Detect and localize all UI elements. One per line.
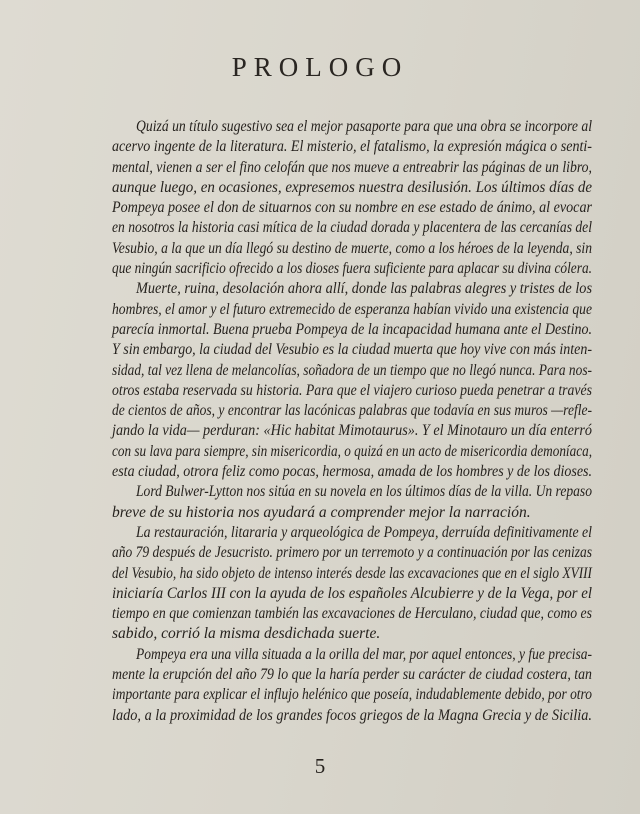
paragraph [112,482,592,523]
text-line: jando la vida— perduran: «Hic habitat Mimotaurus». Y el Minotauro un día enterró [112,422,592,440]
text-line: Quizá un título sugestivo sea el mejor pasaporte para que una obra se incorpore al [136,118,592,135]
text-line: Pompeya posee el don de situarnos con su nombre en ese estado de ánimo, al evocar [112,199,592,217]
chapter-title: PROLOGO [231,52,409,82]
text-line: otros estaba reservada su historia. Para que el viajero curioso pueda penetrar a través [112,381,592,399]
text-line: importante para explicar el influjo helénico que poseía, indudablemente debido, por otro [112,686,592,704]
text-line: Pompeya era una villa situada a la orilla del mar, por aquel entonces, y fue precisa- [136,645,592,663]
text-line: parecía inmortal. Buena prueba Pompeya de la incapacidad humana ante el Destino. [112,320,592,338]
text-line: sabido, corrió la misma desdichada suerte. [112,625,381,643]
text-line: del Vesubio, ha sido objeto de intenso interés desde las excavaciones que en el siglo XVIII [112,564,592,582]
text-line: sidad, tal vez llena de melancolías, soñadora de un tiempo que no llegó nunca. Para nos- [112,361,592,379]
text-line: en nosotros la historia casi mítica de la ciudad dorada y placentera de las cercanías del [112,219,592,237]
text-line: Y sin embargo, la ciudad del Vesubio es la ciudad muerta que hoy vive con más inten- [112,341,592,359]
page-number: 5 [314,754,326,778]
text-line: Muerte, ruina, desolación ahora allí, donde las palabras alegres y tristes de los [136,280,592,298]
text-line: hombres, el amor y el futuro extremecido de esperanza habían vivido una existencia que [112,300,592,318]
text-line: año 79 después de Jesucristo. primero por un terremoto y a continuación por las cenizas [112,544,592,562]
text-line: breve de su historia nos ayudará a comprender mejor la narración. [112,503,531,521]
text-line: con su lava para siempre, sin misericordia, o quizá en un acto de misericordia demoníaca, [112,442,592,460]
text-line: mente la erupción del año 79 lo que la haría perder su carácter de ciudad costera, tan [112,666,592,684]
text-line: lado, a la proximidad de los grandes focos griegos de la Magna Grecia y de Sicilia. [112,706,592,724]
text-line: mental, vienen a ser el fino celofán que nos mueve a entreabrir las páginas de un libro, [112,158,592,176]
body-text [112,117,592,726]
text-line: iniciaría Carlos III con la ayuda de los españoles Alcubierre y de la Vega, por el [112,584,592,602]
paragraph [112,279,592,482]
text-line: La restauración, litararia y arqueológica de Pompeya, derruída definitivamente el [136,523,592,541]
text-line: esta ciudad, otrora feliz como pocas, hermosa, amada de los hombres y de los dioses. [112,463,592,481]
text-line: de cientos de años, y encontrar las lacónicas palabras que todavía en sus muros —refle- [112,402,592,420]
text-line: aunque luego, en ocasiones, expresemos nuestra desilusión. Los últimos días de [112,178,592,196]
text-line: acervo ingente de la literatura. El misterio, el fatalismo, la expresión mágica o senti- [112,138,592,156]
paragraph [112,117,592,279]
paragraph [112,645,592,726]
text-line: tiempo en que comienzan también las excavaciones de Herculano, ciudad que, como es [112,605,592,623]
text-line: que ningún sacrificio ofrecido a los dioses fuera suficiente para aplacar su divina cólera. [112,260,592,278]
paragraph [112,523,592,645]
text-line: Vesubio, a la que un día llegó su destino de muerte, como a los héroes de la leyenda, sin [112,239,592,257]
text-line: Lord Bulwer-Lytton nos sitúa en su novela en los últimos días de la villa. Un repaso [136,483,592,501]
